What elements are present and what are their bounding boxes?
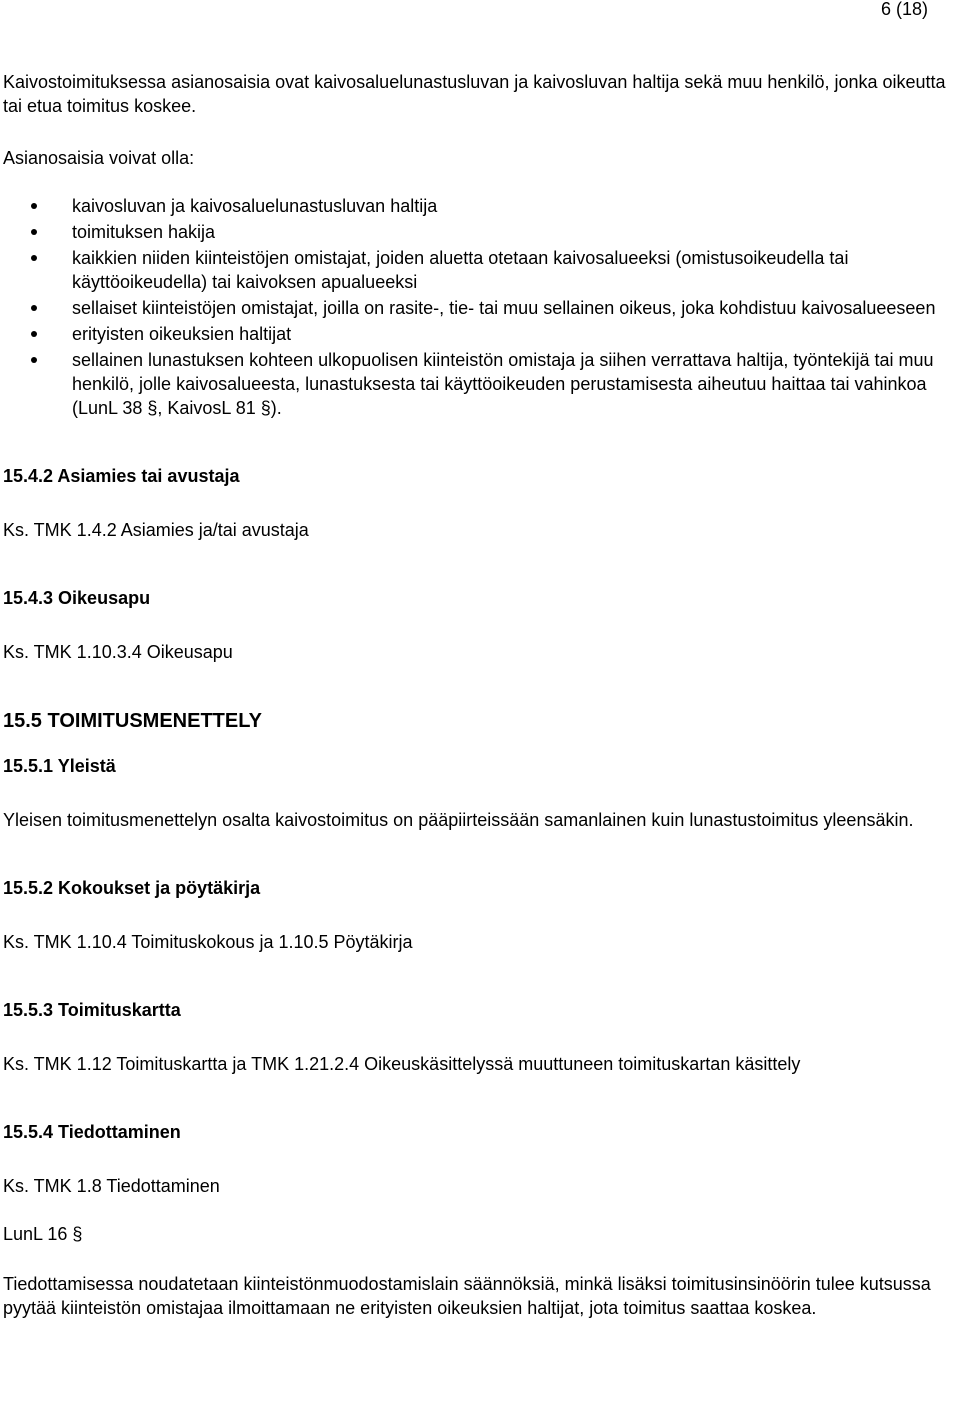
page-content <box>3 70 955 1320</box>
section-heading-15-4-2: 15.4.2 Asiamies tai avustaja <box>3 466 240 486</box>
list-item: erityisten oikeuksien haltijat <box>3 322 955 346</box>
list-item: sellainen lunastuksen kohteen ulkopuolisen kiinteistön omistaja ja siihen verrattava haltija, työntekijä tai muu henkilö, jolle kaivosalueesta, lunastuksesta tai käyttöoikeuden perustamisesta aiheutuu haittaa tai vahinkoa (LunL 38 §, KaivosL 81 §). <box>3 348 955 420</box>
section-heading-15-5-2: 15.5.2 Kokoukset ja pöytäkirja <box>3 878 261 898</box>
section-reference: Ks. TMK 1.10.3.4 Oikeusapu <box>3 642 233 662</box>
section-heading-15-5: 15.5 TOIMITUSMENETTELY <box>3 710 262 732</box>
list-item: toimituksen hakija <box>3 220 955 244</box>
parties-intro: Asianosaisia voivat olla: <box>3 148 195 168</box>
section-reference: Ks. TMK 1.12 Toimituskartta ja TMK 1.21.2.4 Oikeuskäsittelyssä muuttuneen toimituskartan käsittely <box>3 1054 801 1074</box>
section-heading-15-5-1: 15.5.1 Yleistä <box>3 756 116 776</box>
section-heading-15-5-3: 15.5.3 Toimituskartta <box>3 1000 181 1020</box>
list-item: sellaiset kiinteistöjen omistajat, joilla on rasite-, tie- tai muu sellainen oikeus, joka kohdistuu kaivosalueeseen <box>3 296 955 320</box>
law-reference: LunL 16 § <box>3 1224 83 1244</box>
section-paragraph: Tiedottamisessa noudatetaan kiinteistönmuodostamislain säännöksiä, minkä lisäksi toimitusinsinöörin tulee kutsussa pyytää kiinteistön omistajaa ilmoittamaan ne erityisten oikeuksien haltijat, jota toimitus saattaa koskea. <box>3 1274 931 1318</box>
section-reference: Ks. TMK 1.8 Tiedottaminen <box>3 1176 220 1196</box>
page-number: 6 (18) <box>880 0 928 19</box>
section-paragraph: Yleisen toimitusmenettelyn osalta kaivostoimitus on pääpiirteissään samanlainen kuin lunastustoimitus yleensäkin. <box>3 810 914 830</box>
section-heading-15-5-4: 15.5.4 Tiedottaminen <box>3 1122 181 1142</box>
list-item: kaikkien niiden kiinteistöjen omistajat, joiden aluetta otetaan kaivosalueeksi (omistusoikeudella tai käyttöoikeudella) tai kaivoksen apualueeksi <box>3 246 955 294</box>
list-item: kaivosluvan ja kaivosaluelunastusluvan haltija <box>3 194 955 218</box>
intro-paragraph: Kaivostoimituksessa asianosaisia ovat kaivosaluelunastusluvan ja kaivosluvan haltija sekä muu henkilö, jonka oikeutta tai etua toimitus koskee. <box>3 72 946 116</box>
parties-list <box>3 194 955 420</box>
section-reference: Ks. TMK 1.10.4 Toimituskokous ja 1.10.5 Pöytäkirja <box>3 932 413 952</box>
section-heading-15-4-3: 15.4.3 Oikeusapu <box>3 588 151 608</box>
section-reference: Ks. TMK 1.4.2 Asiamies ja/tai avustaja <box>3 520 309 540</box>
